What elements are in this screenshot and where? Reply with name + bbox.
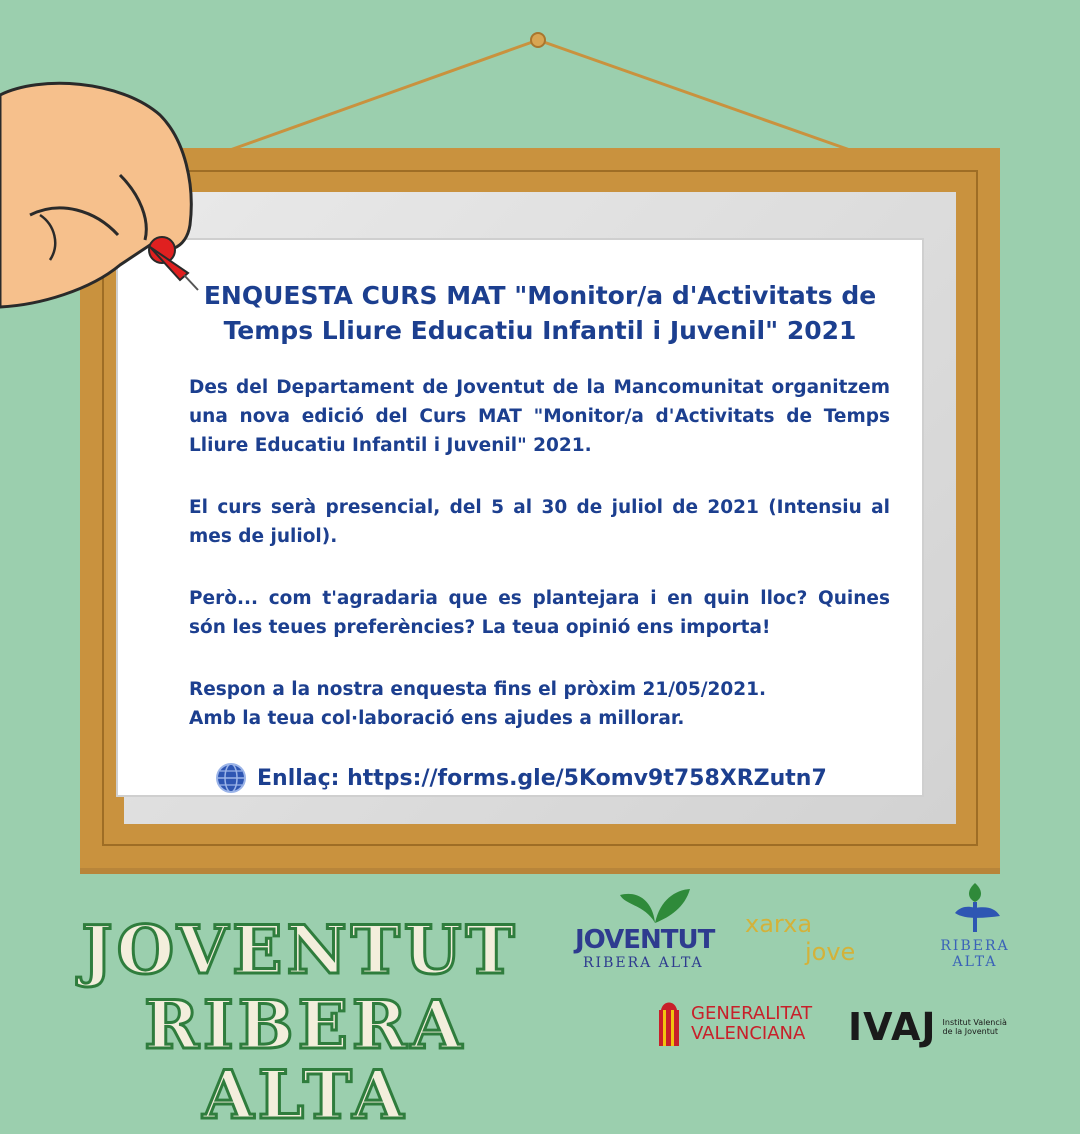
leaf-icon — [615, 885, 695, 925]
notice-paragraph-deadline: Respon a la nostra enquesta fins el pròxim 21/05/2021. — [189, 679, 767, 700]
globe-icon — [215, 762, 247, 794]
notice-paragraph-dates: El curs serà presencial, del 5 al 30 de juliol de 2021 (Intensiu al mes de juliol). — [189, 497, 890, 547]
generalitat-logo — [655, 998, 825, 1050]
ivaj-sub2: de la Joventut — [942, 1027, 999, 1036]
notice-title: ENQUESTA CURS MAT "Monitor/a d'Activitats de Temps Lliure Educatiu Infantil i Juvenil" 2021 — [203, 281, 877, 345]
brand-joventut: JOVENTUT — [81, 911, 519, 989]
ivaj-sub1: Institut Valencià — [942, 1018, 1007, 1027]
ivaj-logo — [848, 1005, 1038, 1049]
xarxa-jove-line1: xarxa — [745, 910, 813, 938]
ivaj-word: IVAJ — [848, 1005, 937, 1049]
ribera-alta-logo — [925, 878, 1025, 970]
joventut-logo — [575, 885, 720, 971]
notice-paragraph-intro: Des del Departament de Joventut de la Mancomunitat organitzem una nova edició del Curs MAT "Monitor/a d'Activitats de Temps Lliure Educatiu Infantil i Juvenil" 2021. — [189, 377, 890, 456]
joventut-logo-sub: RIBERA ALTA — [583, 955, 704, 971]
ribera-tree-icon — [945, 878, 1005, 938]
xarxa-jove-logo — [745, 910, 885, 966]
brand-ribera-alta: RIBERA ALTA — [144, 986, 466, 1134]
coat-of-arms-icon — [655, 998, 683, 1050]
generalitat-line2: VALENCIANA — [691, 1023, 806, 1044]
ribera-alta-line2: ALTA — [952, 954, 998, 970]
notice-paragraph-question: Però... com t'agradaria que es plantejara i en quin lloc? Quines són les teues preferències? La teua opinió ens importa! — [189, 588, 890, 638]
xarxa-jove-line2: jove — [805, 938, 856, 966]
survey-link[interactable] — [215, 760, 827, 796]
notice-paragraph-thanks: Amb la teua col·laboració ens ajudes a millorar. — [189, 708, 685, 729]
generalitat-line1: GENERALITAT — [691, 1003, 813, 1024]
survey-link-text[interactable]: Enllaç: https://forms.gle/5Komv9t758XRZutn7 — [257, 765, 827, 791]
joventut-logo-word: JOVENTUT — [575, 925, 715, 955]
ribera-alta-line1: RIBERA — [940, 938, 1010, 954]
